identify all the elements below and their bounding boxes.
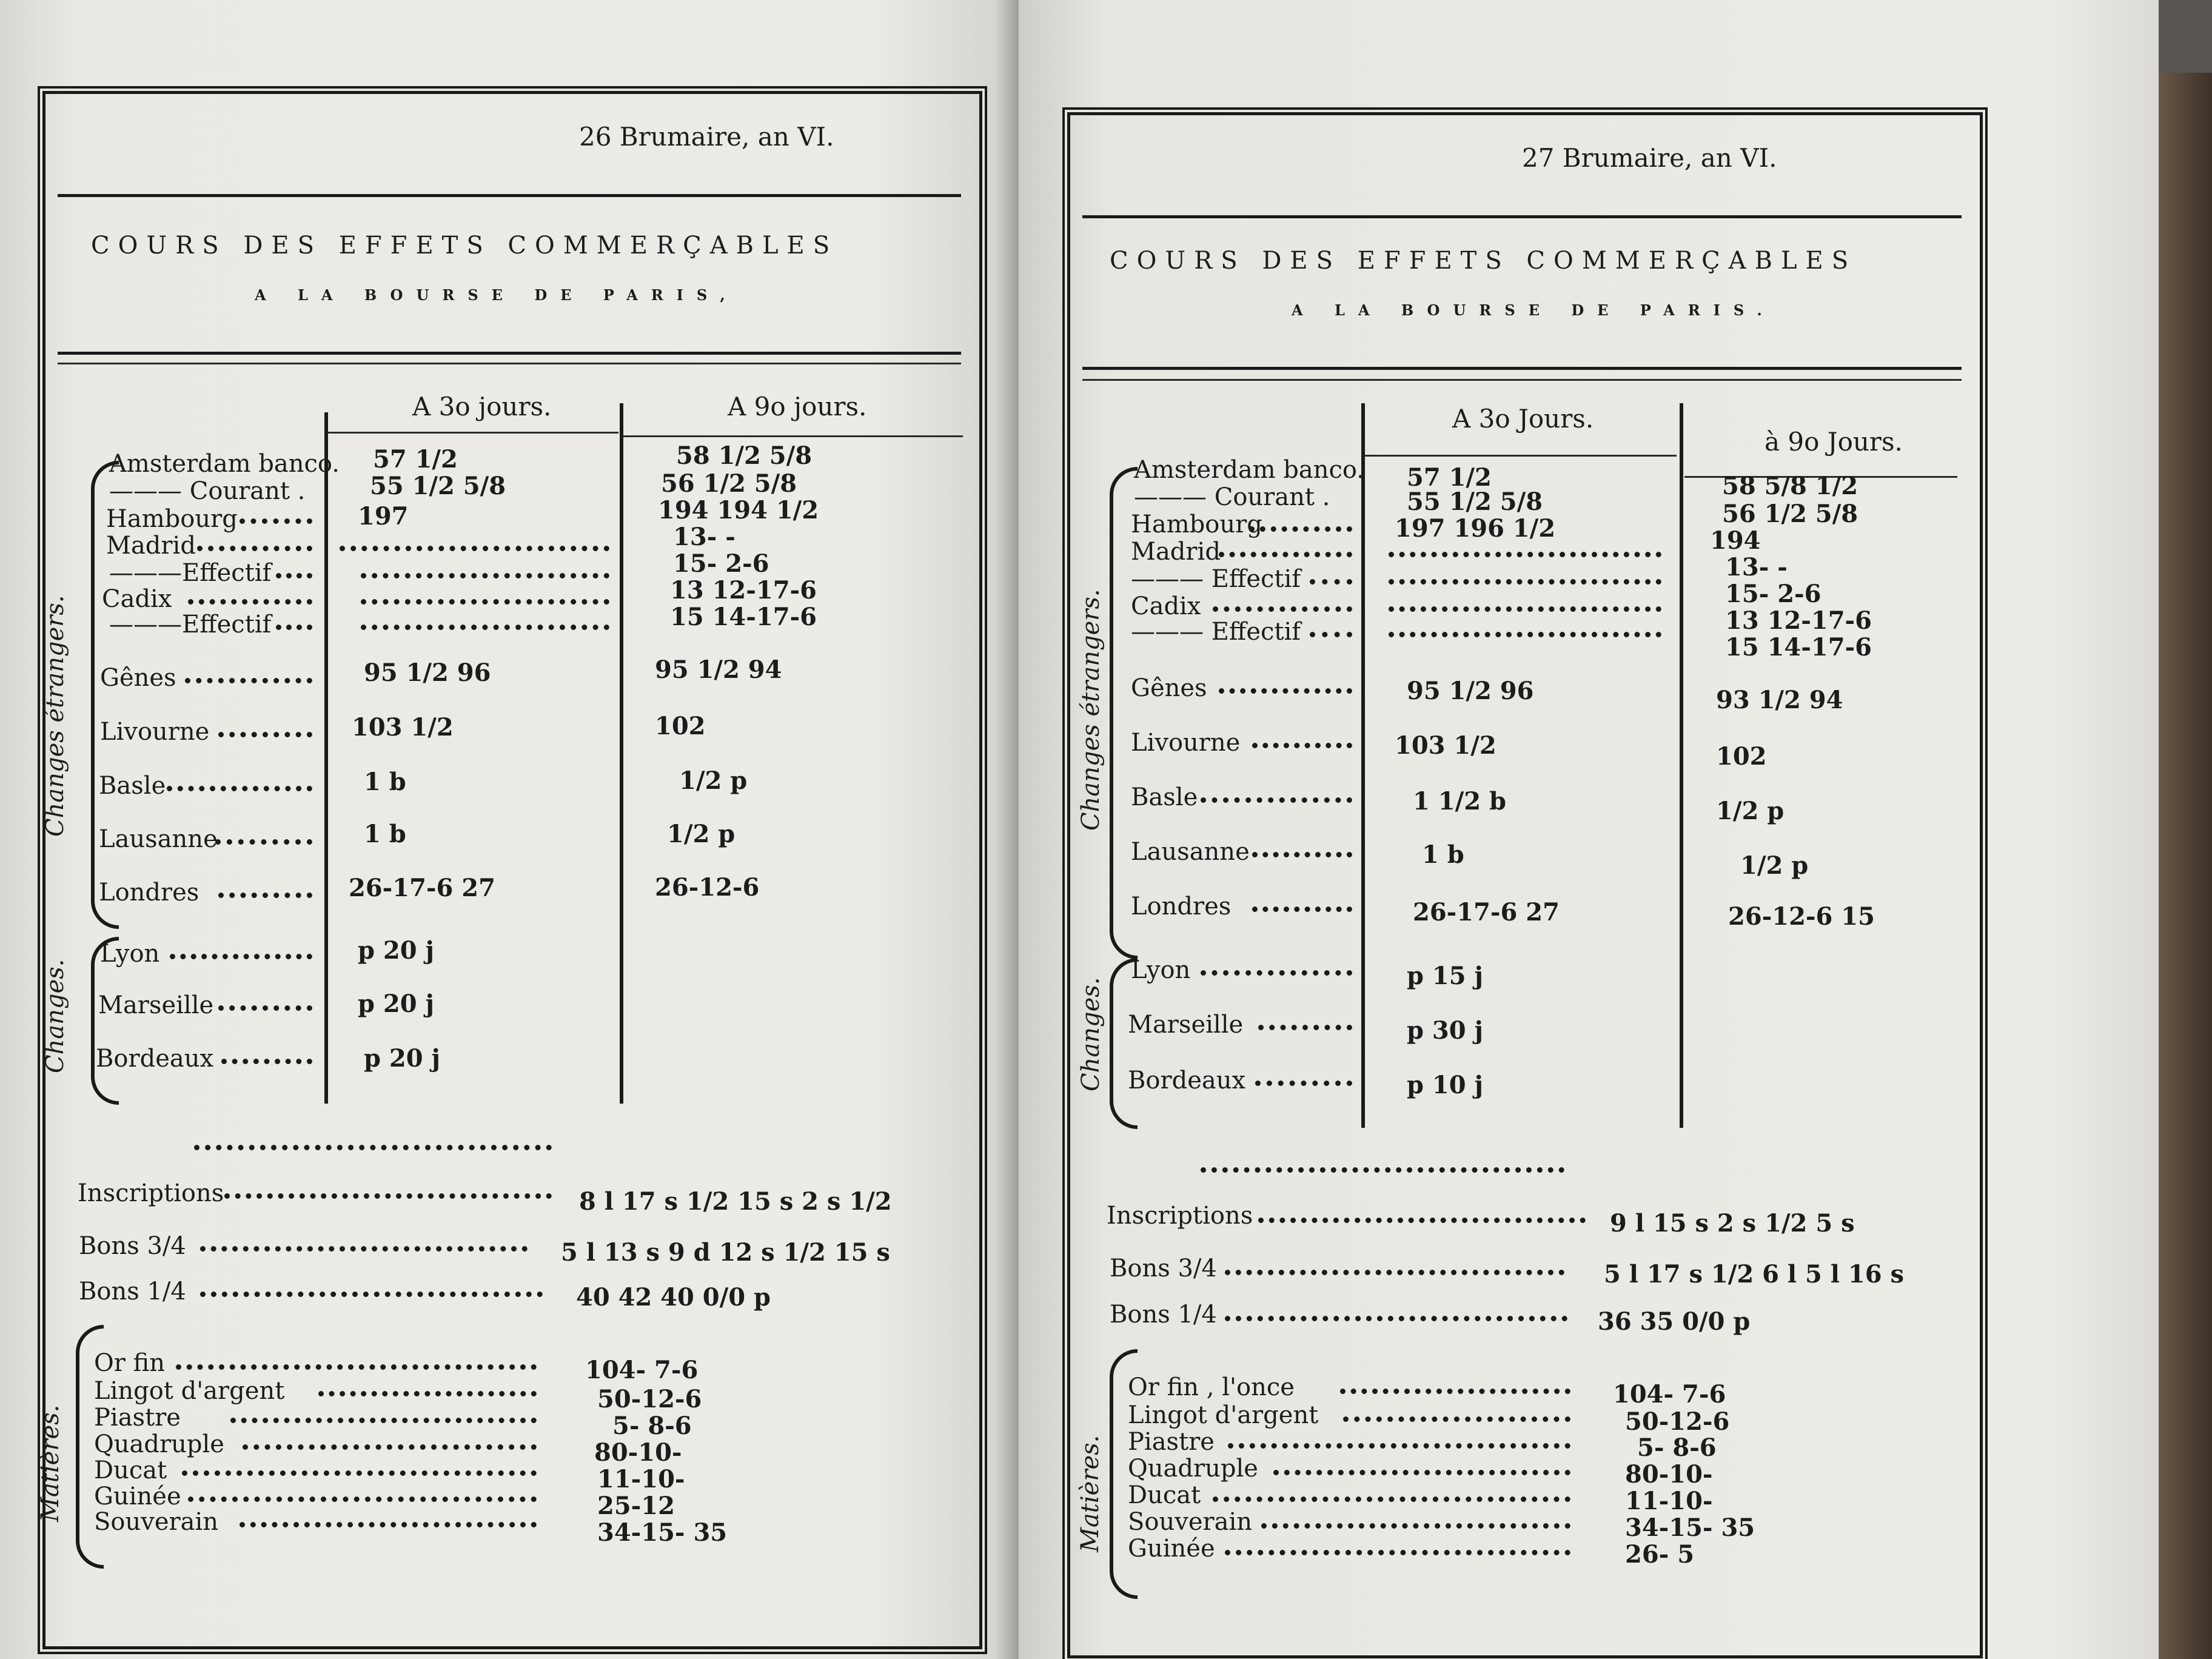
right-row-label: ——— Effectif bbox=[1131, 618, 1301, 646]
right-bons34-leader bbox=[1225, 1270, 1564, 1275]
right-matiere-value: 104- 7-6 bbox=[1613, 1380, 1726, 1409]
left-row-label: Gênes bbox=[100, 664, 176, 692]
right-row-label: Cadix bbox=[1131, 592, 1201, 620]
left-row-empty-a30 bbox=[361, 573, 609, 578]
right-row-a30: 1 b bbox=[1422, 840, 1464, 869]
book-cover-edge bbox=[2157, 73, 2212, 1659]
right-row-leader bbox=[1252, 852, 1352, 857]
right-matiere-leader bbox=[1213, 1496, 1570, 1502]
right-title: COURS DES EFFETS COMMERÇABLES bbox=[1110, 247, 1857, 275]
left-col-header-rule-2 bbox=[623, 435, 963, 437]
right-inscriptions-value: 9 l 15 s 2 s 1/2 5 s bbox=[1610, 1209, 1855, 1238]
left-inscriptions-value: 8 l 17 s 1/2 15 s 2 s 1/2 bbox=[579, 1187, 892, 1216]
left-group-label-matieres: Matières. bbox=[36, 1404, 64, 1522]
left-matiere-label: Ducat bbox=[94, 1456, 167, 1484]
right-inscriptions-label: Inscriptions bbox=[1107, 1202, 1253, 1230]
right-col-divider-2 bbox=[1680, 403, 1683, 1128]
right-row-a90: 1/2 p bbox=[1740, 851, 1809, 880]
left-row-label: Lausanne bbox=[99, 825, 218, 853]
left-row-a90: 1/2 p bbox=[679, 766, 748, 795]
left-matiere-leader bbox=[243, 1444, 537, 1450]
left-bons34-value: 5 l 13 s 9 d 12 s 1/2 15 s bbox=[561, 1238, 890, 1267]
right-matiere-value: 26- 5 bbox=[1625, 1540, 1695, 1569]
right-matiere-leader bbox=[1273, 1470, 1570, 1475]
right-row-a30: 1 1/2 b bbox=[1413, 787, 1506, 816]
right-matiere-leader bbox=[1228, 1443, 1570, 1449]
left-header-rule bbox=[58, 194, 961, 197]
right-bons14-value: 36 35 0/0 p bbox=[1598, 1307, 1751, 1336]
right-matiere-label: Piastre bbox=[1128, 1428, 1215, 1456]
left-row-empty-a30 bbox=[340, 546, 609, 551]
left-row-a90: 95 1/2 94 bbox=[655, 655, 782, 684]
left-inscriptions-leader bbox=[224, 1193, 552, 1199]
left-title: COURS DES EFFETS COMMERÇABLES bbox=[91, 232, 839, 260]
right-matiere-value: 5- 8-6 bbox=[1637, 1433, 1717, 1462]
left-table-top-rule bbox=[58, 352, 961, 355]
left-bons34-label: Bons 3/4 bbox=[79, 1232, 186, 1260]
left-matiere-leader bbox=[182, 1470, 537, 1476]
right-row-leader bbox=[1252, 907, 1352, 912]
left-row-leader bbox=[215, 839, 312, 845]
left-matiere-value: 50-12-6 bbox=[597, 1385, 702, 1413]
left-row-leader bbox=[221, 1059, 312, 1064]
right-row-a90: 13- - bbox=[1725, 553, 1788, 581]
right-row-empty-a30 bbox=[1389, 606, 1661, 612]
right-row-a90: 13 12-17-6 bbox=[1725, 606, 1872, 635]
left-page bbox=[0, 0, 1019, 1659]
right-table-top-rule-2 bbox=[1082, 379, 1962, 381]
left-matiere-leader bbox=[176, 1364, 537, 1370]
left-row-label: Hambourg bbox=[106, 505, 238, 533]
right-group-label-etrangers: Changes étrangers. bbox=[1077, 589, 1105, 831]
right-row-label: ——— Effectif bbox=[1131, 565, 1301, 593]
left-row-a30: p 20 j bbox=[358, 990, 434, 1018]
left-row-label: Marseille bbox=[98, 991, 214, 1019]
right-row-label: Lausanne bbox=[1131, 838, 1250, 866]
left-row-label: Londres bbox=[99, 879, 199, 907]
left-row-a90: 13- - bbox=[673, 523, 736, 551]
right-row-leader bbox=[1310, 632, 1352, 637]
right-row-leader bbox=[1249, 526, 1352, 532]
left-row-a30: 1 b bbox=[364, 820, 406, 848]
left-row-a90: 102 bbox=[655, 712, 706, 740]
right-row-label: Basle bbox=[1131, 783, 1198, 811]
right-matiere-label: Quadruple bbox=[1128, 1455, 1258, 1483]
right-row-empty-a30 bbox=[1389, 552, 1661, 557]
left-separator-dots bbox=[194, 1145, 552, 1150]
right-row-leader bbox=[1213, 606, 1352, 612]
right-row-label: ——— Courant . bbox=[1134, 483, 1330, 511]
right-row-label: Amsterdam banco. bbox=[1134, 456, 1365, 484]
right-page bbox=[1019, 0, 2159, 1659]
left-row-a90: 194 194 1/2 bbox=[658, 496, 819, 525]
right-matiere-label: Lingot d'argent bbox=[1128, 1401, 1319, 1429]
right-bons34-value: 5 l 17 s 1/2 6 l 5 l 16 s bbox=[1604, 1260, 1904, 1289]
left-group-label-etrangers: Changes étrangers. bbox=[41, 595, 69, 837]
right-matiere-value: 50-12-6 bbox=[1625, 1407, 1730, 1436]
right-matiere-leader bbox=[1343, 1416, 1570, 1422]
right-separator-dots bbox=[1201, 1167, 1564, 1173]
right-header-rule bbox=[1082, 215, 1962, 218]
left-row-a90: 26-12-6 bbox=[655, 873, 760, 902]
left-page-date: 26 Brumaire, an VI. bbox=[579, 122, 834, 152]
right-table-top-rule bbox=[1082, 367, 1962, 370]
left-matiere-label: Quadruple bbox=[94, 1430, 224, 1458]
right-row-leader bbox=[1201, 970, 1352, 976]
left-matiere-label: Souverain bbox=[94, 1508, 219, 1536]
left-row-a30: 103 1/2 bbox=[352, 713, 454, 742]
right-row-a90: 56 1/2 5/8 bbox=[1722, 500, 1858, 528]
left-row-label: ———Effectif bbox=[109, 559, 272, 587]
right-row-a30: p 15 j bbox=[1407, 962, 1483, 990]
right-row-a30: 197 196 1/2 bbox=[1395, 514, 1556, 543]
right-row-label: Livourne bbox=[1131, 729, 1241, 757]
right-matiere-label: Souverain bbox=[1128, 1508, 1253, 1536]
right-row-a30: 55 1/2 5/8 bbox=[1407, 488, 1543, 516]
left-matiere-value: 104- 7-6 bbox=[585, 1356, 699, 1384]
right-row-label: Bordeaux bbox=[1128, 1067, 1246, 1094]
left-row-leader bbox=[218, 732, 312, 737]
left-row-leader bbox=[185, 678, 312, 683]
right-row-a30: p 30 j bbox=[1407, 1016, 1483, 1045]
left-table-top-rule-2 bbox=[58, 363, 961, 364]
left-row-leader bbox=[276, 625, 312, 630]
left-row-a90: 15- 2-6 bbox=[673, 549, 769, 578]
left-row-a30: 197 bbox=[358, 502, 409, 531]
left-matiere-leader bbox=[240, 1522, 537, 1527]
left-row-empty-a30 bbox=[361, 599, 609, 605]
right-col-header-rule-1 bbox=[1364, 455, 1677, 457]
left-col-divider-2 bbox=[620, 403, 623, 1104]
right-row-label: Marseille bbox=[1128, 1011, 1244, 1039]
left-matiere-value: 11-10- bbox=[597, 1465, 685, 1493]
right-row-a90: 1/2 p bbox=[1716, 797, 1785, 825]
right-row-a90: 15- 2-6 bbox=[1725, 580, 1822, 608]
left-col-header-90: A 9o jours. bbox=[728, 392, 867, 421]
right-row-leader bbox=[1219, 688, 1352, 694]
right-row-empty-a30 bbox=[1389, 632, 1661, 637]
left-row-leader bbox=[197, 546, 312, 551]
left-inscriptions-label: Inscriptions bbox=[78, 1179, 224, 1207]
right-row-a30: p 10 j bbox=[1407, 1071, 1483, 1099]
right-row-a90: 93 1/2 94 bbox=[1716, 686, 1843, 714]
right-row-a90: 58 5/8 1/2 bbox=[1722, 472, 1858, 500]
right-page-date: 27 Brumaire, an VI. bbox=[1522, 143, 1777, 173]
left-row-label: Livourne bbox=[100, 718, 210, 746]
right-matiere-value: 11-10- bbox=[1625, 1487, 1713, 1515]
left-matiere-value: 25-12 bbox=[597, 1492, 675, 1520]
left-row-label: Bordeaux bbox=[96, 1045, 214, 1073]
right-row-a30: 103 1/2 bbox=[1395, 731, 1496, 760]
left-row-label: Madrid bbox=[106, 532, 196, 560]
right-col-divider-1 bbox=[1361, 403, 1365, 1128]
left-row-empty-a30 bbox=[361, 625, 609, 630]
right-col-header-30: A 3o Jours. bbox=[1452, 404, 1594, 434]
left-matiere-value: 5- 8-6 bbox=[612, 1412, 692, 1440]
left-row-leader bbox=[276, 573, 312, 578]
right-row-leader bbox=[1255, 1081, 1352, 1086]
left-row-leader bbox=[240, 518, 312, 524]
right-matiere-leader bbox=[1261, 1523, 1570, 1529]
right-bons34-label: Bons 3/4 bbox=[1110, 1255, 1217, 1282]
left-row-a90: 56 1/2 5/8 bbox=[661, 469, 797, 498]
left-row-a30: 95 1/2 96 bbox=[364, 659, 491, 687]
left-row-label: Amsterdam banco. bbox=[109, 450, 340, 478]
left-bons34-leader bbox=[200, 1246, 528, 1252]
left-row-leader bbox=[218, 893, 312, 898]
left-row-a30: 1 b bbox=[364, 768, 406, 796]
right-matiere-leader bbox=[1340, 1389, 1570, 1394]
left-row-label: Basle bbox=[99, 772, 166, 800]
left-row-label: ———Effectif bbox=[109, 611, 272, 638]
left-row-label: Lyon bbox=[100, 940, 160, 968]
right-row-label: Gênes bbox=[1131, 674, 1207, 702]
left-matiere-label: Guinée bbox=[94, 1483, 181, 1510]
right-matiere-leader bbox=[1225, 1550, 1570, 1555]
left-row-a30: p 20 j bbox=[358, 936, 434, 965]
left-matiere-value: 34-15- 35 bbox=[597, 1518, 728, 1547]
right-row-label: Lyon bbox=[1131, 956, 1191, 984]
right-row-leader bbox=[1252, 743, 1352, 748]
right-row-empty-a30 bbox=[1389, 579, 1661, 585]
left-matiere-leader bbox=[188, 1496, 537, 1502]
left-col-divider-1 bbox=[324, 412, 328, 1104]
left-matiere-value: 80-10- bbox=[594, 1438, 682, 1467]
left-row-label: ——— Courant . bbox=[109, 477, 306, 505]
left-row-a30: p 20 j bbox=[364, 1044, 440, 1073]
right-matiere-label: Guinée bbox=[1128, 1535, 1215, 1563]
right-matiere-value: 34-15- 35 bbox=[1625, 1513, 1755, 1542]
left-row-leader bbox=[188, 599, 312, 605]
right-row-leader bbox=[1258, 1025, 1352, 1030]
left-matiere-leader bbox=[230, 1418, 537, 1423]
left-matiere-label: Or fin bbox=[94, 1349, 166, 1377]
right-inscriptions-leader bbox=[1258, 1218, 1586, 1223]
left-row-a30: 55 1/2 5/8 bbox=[370, 472, 506, 500]
right-bons14-label: Bons 1/4 bbox=[1110, 1301, 1217, 1329]
left-group-label-changes: Changes. bbox=[41, 959, 69, 1073]
right-row-label: Hambourg bbox=[1131, 511, 1262, 538]
right-row-label: Madrid bbox=[1131, 538, 1221, 566]
left-page-frame bbox=[42, 91, 982, 1649]
left-row-leader bbox=[218, 1005, 312, 1011]
right-row-a90: 26-12-6 15 bbox=[1728, 902, 1875, 931]
right-bons14-leader bbox=[1225, 1316, 1567, 1321]
right-matiere-label: Ducat bbox=[1128, 1481, 1201, 1509]
left-row-a30: 26-17-6 27 bbox=[349, 874, 495, 902]
left-row-a30: 57 1/2 bbox=[373, 445, 458, 474]
left-matiere-leader bbox=[318, 1391, 537, 1396]
left-matiere-label: Piastre bbox=[94, 1404, 181, 1432]
left-row-leader bbox=[167, 786, 312, 791]
right-group-label-changes: Changes. bbox=[1077, 977, 1105, 1091]
left-row-a90: 15 14-17-6 bbox=[670, 603, 817, 631]
right-row-a90: 102 bbox=[1716, 742, 1767, 771]
left-row-a90: 13 12-17-6 bbox=[670, 576, 817, 605]
right-col-header-90: à 9o Jours. bbox=[1765, 427, 1903, 457]
right-subtitle: A LA BOURSE DE PARIS. bbox=[1292, 301, 1775, 319]
left-row-label: Cadix bbox=[102, 585, 172, 613]
left-row-a90: 1/2 p bbox=[667, 820, 736, 848]
right-matiere-value: 80-10- bbox=[1625, 1460, 1713, 1489]
right-row-leader bbox=[1310, 579, 1352, 585]
right-group-label-matieres: Matières. bbox=[1076, 1435, 1104, 1552]
right-row-a90: 15 14-17-6 bbox=[1725, 633, 1872, 662]
left-subtitle: A LA BOURSE DE PARIS, bbox=[255, 286, 739, 304]
right-row-a30: 95 1/2 96 bbox=[1407, 677, 1534, 705]
left-col-header-30: A 3o jours. bbox=[412, 392, 552, 421]
right-matiere-label: Or fin , l'once bbox=[1128, 1373, 1295, 1401]
left-matiere-label: Lingot d'argent bbox=[94, 1377, 285, 1405]
right-row-a90: 194 bbox=[1710, 526, 1761, 555]
left-row-a90: 58 1/2 5/8 bbox=[676, 441, 813, 470]
right-row-leader bbox=[1201, 797, 1352, 803]
left-bons14-leader bbox=[200, 1292, 543, 1297]
right-row-a30: 26-17-6 27 bbox=[1413, 898, 1560, 927]
left-col-header-rule-1 bbox=[327, 432, 618, 434]
left-row-leader bbox=[170, 954, 312, 959]
right-row-label: Londres bbox=[1131, 893, 1232, 920]
right-row-leader bbox=[1219, 552, 1352, 557]
left-bons14-label: Bons 1/4 bbox=[79, 1278, 186, 1305]
right-row-a30: 57 1/2 bbox=[1407, 463, 1492, 492]
left-bons14-value: 40 42 40 0/0 p bbox=[576, 1283, 771, 1312]
